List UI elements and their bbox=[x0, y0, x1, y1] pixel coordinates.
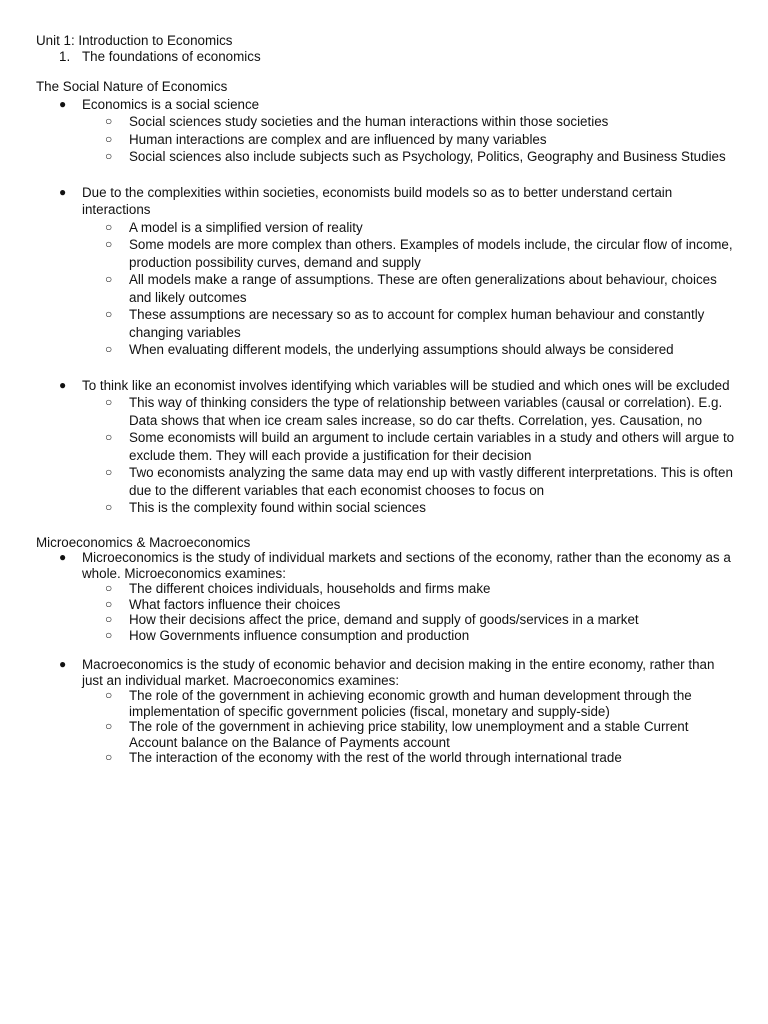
sub-bullet-text: Social sciences also include subjects such as Psychology, Politics, Geography and Business Studies bbox=[129, 149, 726, 164]
section-title-social-nature: The Social Nature of Economics bbox=[36, 79, 228, 94]
bullet-icon: ● bbox=[59, 184, 67, 199]
sub-bullet-text: Some models are more complex than others. Examples of models include, the circular flow of income, production possibility curves, demand and supply bbox=[129, 237, 733, 270]
sub-bullet-item bbox=[36, 612, 736, 628]
sub-bullet-item bbox=[36, 499, 736, 517]
sub-bullet-item bbox=[36, 394, 736, 429]
circle-bullet-icon: ○ bbox=[105, 750, 113, 764]
bullet-text: To think like an economist involves identifying which variables will be studied and which ones will be excluded bbox=[82, 377, 730, 393]
circle-bullet-icon: ○ bbox=[105, 612, 113, 626]
sub-bullet-text: These assumptions are necessary so as to account for complex human behaviour and constantly changing variables bbox=[129, 307, 705, 340]
sub-bullet-text: How Governments influence consumption and production bbox=[129, 627, 470, 643]
circle-bullet-icon: ○ bbox=[105, 342, 113, 356]
sub-bullet-text: When evaluating different models, the underlying assumptions should always be considered bbox=[129, 342, 674, 357]
spacer bbox=[36, 517, 736, 535]
circle-bullet-icon: ○ bbox=[105, 500, 113, 514]
sub-bullet-text: This way of thinking considers the type of relationship between variables (causal or correlation). E.g. Data shows that when ice cream sales increase, so do car thefts. Correlation, yes. Causation, no bbox=[129, 395, 723, 428]
bullet-item bbox=[36, 96, 736, 114]
bullet-text: Economics is a social science bbox=[82, 96, 260, 112]
sub-bullet-item bbox=[36, 628, 736, 644]
sub-bullet-item bbox=[36, 236, 736, 271]
sub-bullet-item bbox=[36, 597, 736, 613]
circle-bullet-icon: ○ bbox=[105, 465, 113, 479]
circle-bullet-icon: ○ bbox=[105, 719, 113, 733]
circle-bullet-icon: ○ bbox=[105, 430, 113, 444]
sub-bullet-item bbox=[36, 464, 736, 499]
document-page bbox=[36, 33, 736, 766]
sub-bullet-text: The different choices individuals, households and firms make bbox=[129, 581, 491, 596]
sub-bullet-item bbox=[36, 341, 736, 359]
circle-bullet-icon: ○ bbox=[105, 272, 113, 286]
circle-bullet-icon: ○ bbox=[105, 395, 113, 409]
sub-bullet-text: Some economists will build an argument to include certain variables in a study and others will argue to exclude them. They will each provide a justification for their decision bbox=[129, 430, 735, 463]
bullet-icon: ● bbox=[59, 96, 67, 111]
sub-bullet-item bbox=[36, 131, 736, 149]
sub-bullet-item bbox=[36, 306, 736, 341]
circle-bullet-icon: ○ bbox=[105, 114, 113, 128]
sub-bullet-item bbox=[36, 271, 736, 306]
sub-bullet-text: What factors influence their choices bbox=[129, 596, 341, 612]
sub-bullet-text: Two economists analyzing the same data may end up with vastly different interpretations. This is often due to the different variables that each economist chooses to focus on bbox=[129, 465, 733, 498]
circle-bullet-icon: ○ bbox=[105, 596, 113, 611]
sub-bullet-item bbox=[36, 581, 736, 597]
sub-bullet-text: This is the complexity found within social sciences bbox=[129, 500, 426, 515]
sub-bullet-text: The role of the government in achieving price stability, low unemployment and a stable Current Account balance on the Balance of Payments account bbox=[129, 719, 689, 750]
circle-bullet-icon: ○ bbox=[105, 627, 113, 642]
circle-bullet-icon: ○ bbox=[105, 219, 113, 234]
sub-bullet-text: Human interactions are complex and are influenced by many variables bbox=[129, 131, 547, 147]
numbered-item bbox=[36, 49, 736, 65]
sub-bullet-text: A model is a simplified version of reality bbox=[129, 219, 363, 235]
circle-bullet-icon: ○ bbox=[105, 237, 113, 251]
sub-bullet-text: The role of the government in achieving economic growth and human development through the implementation of specific government policies (fiscal, monetary and supply-side) bbox=[129, 688, 692, 719]
circle-bullet-icon: ○ bbox=[105, 131, 113, 146]
bullet-item bbox=[36, 377, 736, 395]
spacer bbox=[36, 359, 736, 377]
bullet-icon: ● bbox=[59, 550, 67, 564]
bullet-item bbox=[36, 550, 736, 581]
bullet-item bbox=[36, 657, 736, 688]
sub-bullet-item bbox=[36, 219, 736, 237]
bullet-text: Due to the complexities within societies, economists build models so as to better understand certain interactions bbox=[82, 184, 673, 217]
circle-bullet-icon: ○ bbox=[105, 149, 113, 163]
circle-bullet-icon: ○ bbox=[105, 307, 113, 321]
spacer bbox=[36, 643, 736, 657]
sub-bullet-item bbox=[36, 688, 736, 719]
list-number: 1. bbox=[59, 48, 71, 64]
sub-bullet-text: The interaction of the economy with the rest of the world through international trade bbox=[129, 750, 622, 765]
sub-bullet-item bbox=[36, 429, 736, 464]
numbered-item-text: The foundations of economics bbox=[82, 48, 261, 64]
sub-bullet-text: All models make a range of assumptions. These are often generalizations about behaviour, choices and likely outcomes bbox=[129, 272, 717, 305]
bullet-text: Macroeconomics is the study of economic behavior and decision making in the entire economy, rather than just an individual market. Macroeconomics examines: bbox=[82, 657, 715, 688]
sub-bullet-item bbox=[36, 148, 736, 166]
sub-bullet-item bbox=[36, 113, 736, 131]
bullet-icon: ● bbox=[59, 657, 67, 671]
sub-bullet-text: Social sciences study societies and the human interactions within those societies bbox=[129, 114, 609, 129]
section-title-micro-macro: Microeconomics & Macroeconomics bbox=[36, 534, 251, 550]
bullet-item bbox=[36, 184, 736, 219]
bullet-text: Microeconomics is the study of individual markets and sections of the economy, rather than the economy as a whole. Microeconomics examines: bbox=[82, 550, 731, 581]
sub-bullet-item bbox=[36, 719, 736, 750]
unit-title: Unit 1: Introduction to Economics bbox=[36, 33, 233, 48]
spacer bbox=[36, 166, 736, 184]
sub-bullet-text: How their decisions affect the price, demand and supply of goods/services in a market bbox=[129, 612, 639, 627]
circle-bullet-icon: ○ bbox=[105, 581, 113, 595]
circle-bullet-icon: ○ bbox=[105, 688, 113, 702]
bullet-icon: ● bbox=[59, 377, 67, 392]
sub-bullet-item bbox=[36, 750, 736, 766]
